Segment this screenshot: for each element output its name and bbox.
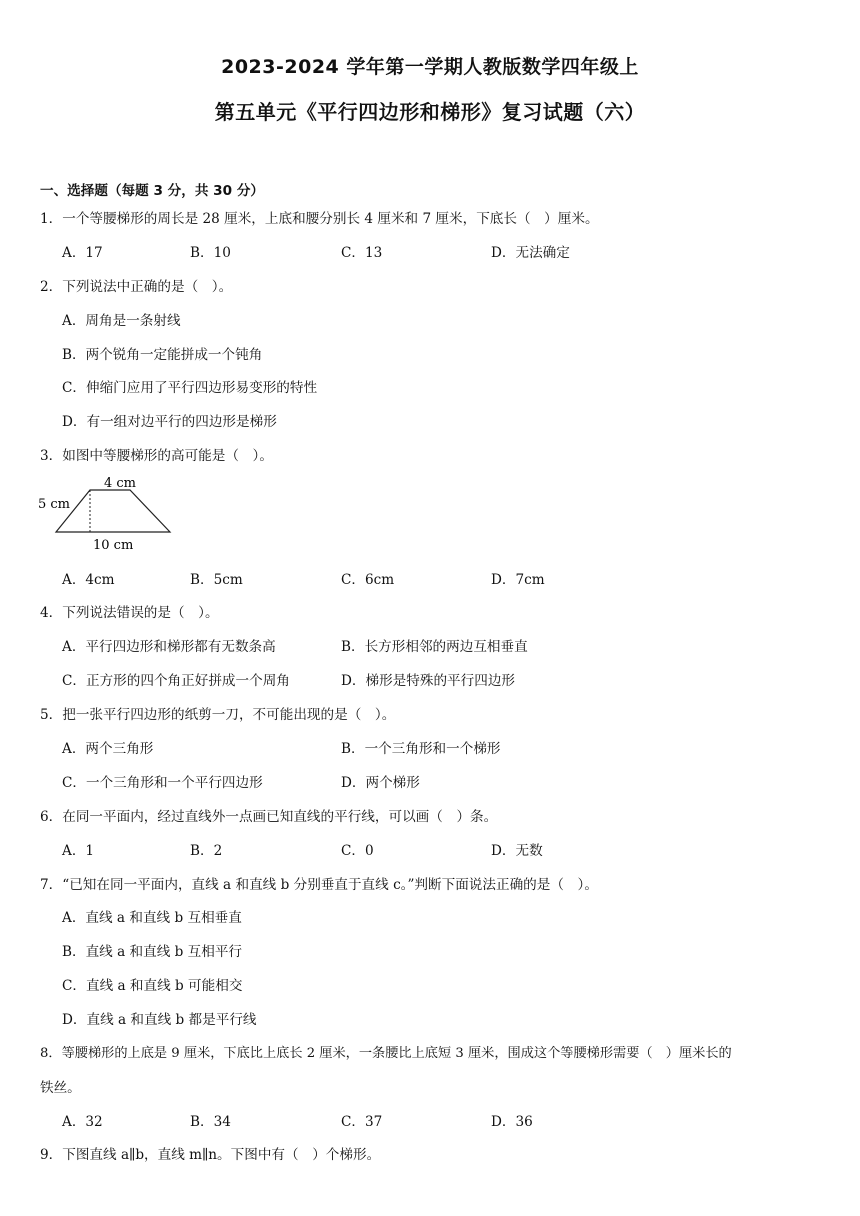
question-1-stem: 1．一个等腰梯形的周长是 28 厘米，上底和腰分别长 4 厘米和 7 厘米，下底长（ ）厘米。 <box>40 211 599 227</box>
question-1-option-b: B．10 <box>190 245 231 261</box>
question-8-option-c: C．37 <box>341 1114 383 1130</box>
question-2-option-a: A．周角是一条射线 <box>62 313 181 329</box>
trapezoid-bottom-label: 10 cm <box>93 538 134 553</box>
question-7-option-a: A．直线 a 和直线 b 互相垂直 <box>62 910 242 926</box>
question-3-option-b: B．5cm <box>190 572 243 588</box>
question-5-option-c: C．一个三角形和一个平行四边形 <box>62 775 263 791</box>
question-6-option-c: C．0 <box>341 843 374 859</box>
question-2-stem: 2．下列说法中正确的是（ ）。 <box>40 279 233 295</box>
question-5-option-b: B．一个三角形和一个梯形 <box>341 741 501 757</box>
question-8-option-b: B．34 <box>190 1114 231 1130</box>
question-1-option-d: D．无法确定 <box>491 245 570 261</box>
question-5-option-d: D．两个梯形 <box>341 775 420 791</box>
question-7-option-c: C．直线 a 和直线 b 可能相交 <box>62 978 243 994</box>
question-4-option-c: C．正方形的四个角正好拼成一个周角 <box>62 673 290 689</box>
question-8-stem: 8．等腰梯形的上底是 9 厘米，下底比上底长 2 厘米，一条腰比上底短 3 厘米，围成这个等腰梯形需要（ ）厘米长的 <box>40 1046 732 1061</box>
question-7-stem: 7．“已知在同一平面内，直线 a 和直线 b 分别垂直于直线 c。”判断下面说法正确的是（ ）。 <box>40 877 598 893</box>
question-6-option-b: B．2 <box>190 843 223 859</box>
question-4-option-a: A．平行四边形和梯形都有无数条高 <box>62 639 276 655</box>
question-8-stem-continued: 铁丝。 <box>40 1080 81 1096</box>
question-8-option-d: D．36 <box>491 1114 533 1130</box>
question-2-option-d: D．有一组对边平行的四边形是梯形 <box>62 414 277 430</box>
trapezoid-side-label: 5 cm <box>38 497 71 512</box>
question-4-stem: 4．下列说法错误的是（ ）。 <box>40 605 219 621</box>
title-line-2: 第五单元《平行四边形和梯形》复习试题（六） <box>214 100 646 124</box>
question-1-option-a: A．17 <box>62 245 103 261</box>
question-4-option-b: B．长方形相邻的两边互相垂直 <box>341 639 528 655</box>
question-5-stem: 5．把一张平行四边形的纸剪一刀，不可能出现的是（ ）。 <box>40 707 396 723</box>
question-3-option-d: D．7cm <box>491 572 545 588</box>
question-1-option-c: C．13 <box>341 245 383 261</box>
question-2-option-b: B．两个锐角一定能拼成一个钝角 <box>62 347 263 363</box>
question-2-option-c: C．伸缩门应用了平行四边形易变形的特性 <box>62 380 318 396</box>
trapezoid-figure <box>36 472 186 554</box>
question-6-stem: 6．在同一平面内，经过直线外一点画已知直线的平行线，可以画（ ）条。 <box>40 809 498 825</box>
question-7-option-d: D．直线 a 和直线 b 都是平行线 <box>62 1012 257 1028</box>
question-4-option-d: D．梯形是特殊的平行四边形 <box>341 673 516 689</box>
question-9-stem: 9．下图直线 a∥b，直线 m∥n。下图中有（ ）个梯形。 <box>40 1147 381 1163</box>
title-line-1: 2023-2024 学年第一学期人教版数学四年级上 <box>221 56 639 78</box>
question-8-option-a: A．32 <box>62 1114 103 1130</box>
question-5-option-a: A．两个三角形 <box>62 741 154 757</box>
question-3-option-c: C．6cm <box>341 572 395 588</box>
question-3-option-a: A．4cm <box>62 572 115 588</box>
question-6-option-d: D．无数 <box>491 843 543 859</box>
question-7-option-b: B．直线 a 和直线 b 互相平行 <box>62 944 243 960</box>
trapezoid-shape <box>56 490 170 532</box>
section-heading: 一、选择题（每题 3 分，共 30 分） <box>40 183 265 199</box>
question-6-option-a: A．1 <box>62 843 95 859</box>
question-3-stem: 3．如图中等腰梯形的高可能是（ ）。 <box>40 448 273 464</box>
trapezoid-top-label: 4 cm <box>104 476 137 491</box>
